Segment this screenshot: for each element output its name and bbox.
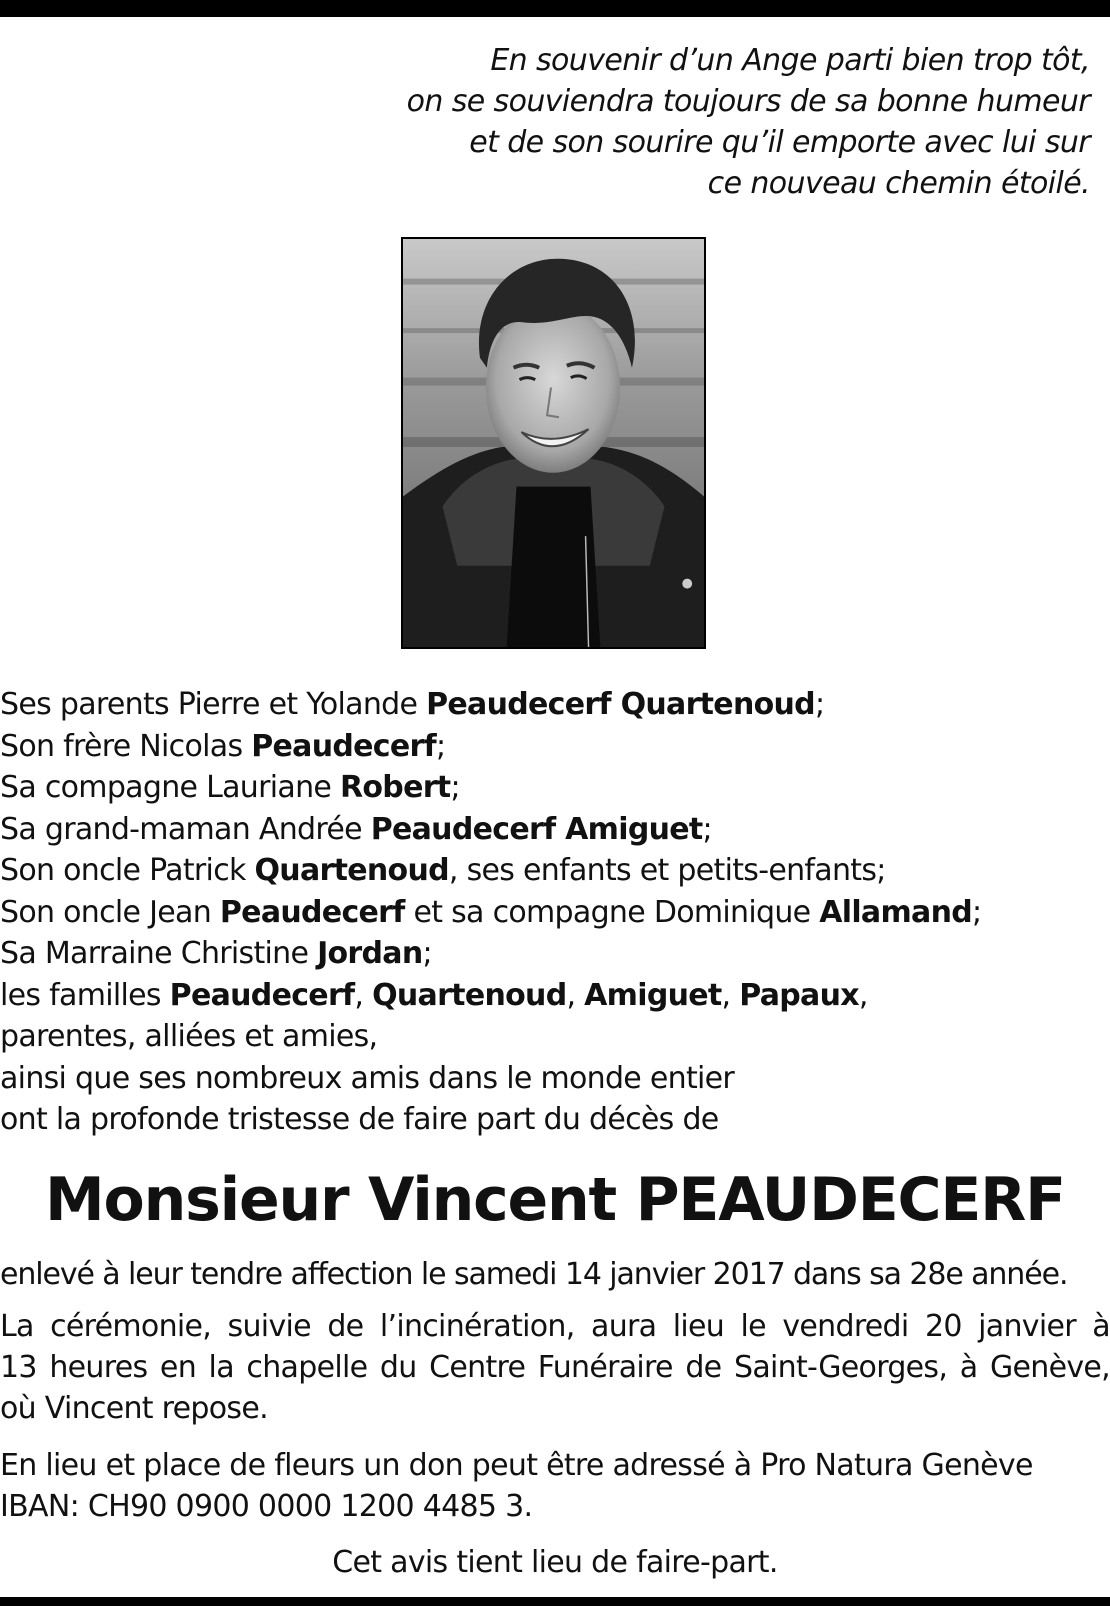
family-text: ; <box>450 770 460 805</box>
epigraph-line: et de son sourire qu’il emporte avec lui sur <box>469 125 1090 160</box>
family-line <box>0 892 1110 934</box>
family-line <box>0 726 1110 768</box>
family-line: ainsi que ses nombreux amis dans le monde entier <box>0 1060 735 1096</box>
deceased-name: Monsieur Vincent PEAUDECERF <box>45 1165 1065 1235</box>
top-rule <box>0 0 1110 17</box>
family-text: , <box>566 977 585 1013</box>
family-surname: Robert <box>339 770 451 805</box>
family-line <box>0 684 1110 726</box>
family-surname: Jordan <box>317 936 423 971</box>
death-line: enlevé à leur tendre affection le samedi 14 janvier 2017 dans sa 28e année. <box>0 1257 1068 1292</box>
family-text: ; <box>972 894 982 930</box>
family-line <box>0 975 1110 1017</box>
family-surname: Quartenoud <box>372 977 567 1013</box>
family-surname: Papaux <box>739 977 859 1013</box>
family-text: , <box>354 977 373 1013</box>
family-text: ; <box>814 687 825 722</box>
family-text: ; <box>435 728 446 764</box>
family-text: ; <box>702 811 712 847</box>
family-line <box>0 767 1110 809</box>
family-line: parentes, alliées et amies, <box>0 1019 378 1054</box>
bottom-rule <box>0 1597 1110 1606</box>
family-text: Sa compagne Lauriane <box>0 770 340 805</box>
family-surname: Amiguet <box>584 977 722 1013</box>
family-text: Son oncle Patrick <box>0 853 255 888</box>
death-paragraph <box>0 1254 1110 1295</box>
family-surname: Peaudecerf Quartenoud <box>426 687 815 722</box>
family-surname: Peaudecerf <box>219 894 405 930</box>
ceremony-line: 13 heures en la chapelle du Centre Funéraire de Saint-Georges, à Genève, <box>0 1350 1110 1385</box>
donation-line: En lieu et place de fleurs un don peut être adressé à Pro Natura Genève <box>0 1448 1033 1483</box>
ceremony-line: où Vincent repose. <box>0 1391 268 1426</box>
ceremony-paragraph <box>0 1306 1110 1429</box>
family-text: Sa grand-maman Andrée <box>0 811 371 847</box>
family-text: , ses enfants et petits-enfants; <box>448 853 886 888</box>
family-line: ont la profonde tristesse de faire part du décès de <box>0 1102 719 1137</box>
family-list <box>0 684 1110 1141</box>
family-line <box>0 933 1110 975</box>
family-surname: Allamand <box>819 894 972 930</box>
family-surname: Peaudecerf <box>169 977 355 1013</box>
epigraph-line: on se souviendra toujours de sa bonne humeur <box>406 84 1090 119</box>
family-surname: Quartenoud <box>254 853 449 888</box>
family-text: les familles <box>0 977 170 1013</box>
family-text: , <box>858 977 868 1013</box>
epigraph-line: ce nouveau chemin étoilé. <box>707 166 1090 201</box>
family-text: Sa Marraine Christine <box>0 936 318 971</box>
family-text: et sa compagne Dominique <box>404 894 820 930</box>
family-line <box>0 809 1110 851</box>
family-text: Son oncle Jean <box>0 894 220 930</box>
family-line <box>0 850 1110 892</box>
family-text: Ses parents Pierre et Yolande <box>0 687 427 722</box>
epigraph-line: En souvenir d’un Ange parti bien trop tôt, <box>490 43 1090 78</box>
closing-note: Cet avis tient lieu de faire-part. <box>332 1545 778 1580</box>
family-text: Son frère Nicolas <box>0 728 252 764</box>
epigraph <box>290 40 1090 204</box>
family-surname: Peaudecerf Amiguet <box>370 811 703 847</box>
family-text: ; <box>422 936 432 971</box>
donation-paragraph <box>0 1445 1110 1527</box>
donation-line: IBAN: CH90 0900 0000 1200 4485 3. <box>0 1489 533 1524</box>
family-surname: Peaudecerf <box>251 728 436 764</box>
portrait-photo <box>401 237 706 649</box>
ceremony-line: La cérémonie, suivie de l’incinération, aura lieu le vendredi 20 janvier à <box>0 1309 1110 1344</box>
family-text: , <box>721 977 740 1013</box>
